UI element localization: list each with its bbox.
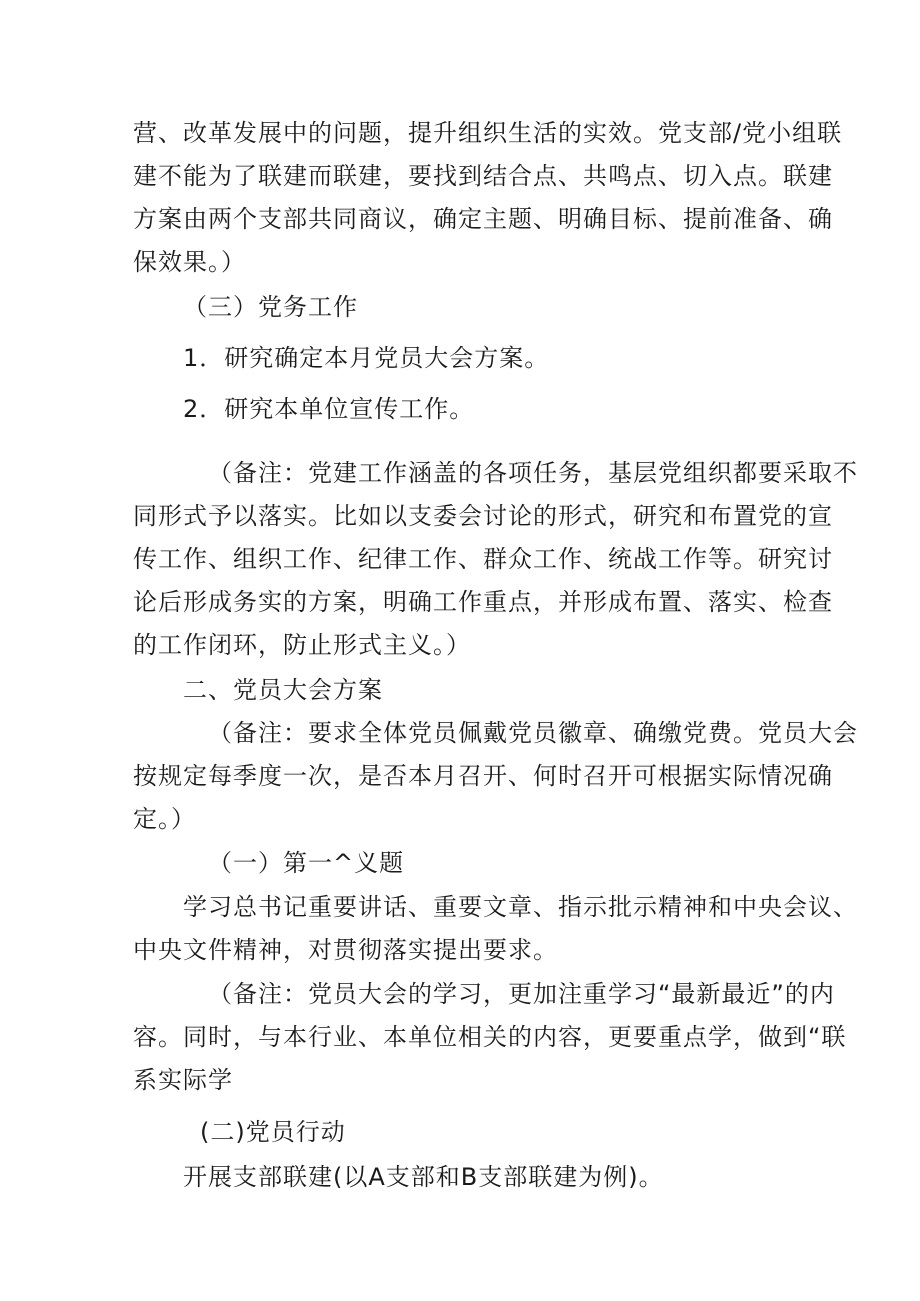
note-line: 按规定每季度一次，是否本月召开、何时召开可根据实际情况确 <box>133 762 833 790</box>
section-heading: （三）党务工作 <box>183 293 358 321</box>
note-line: 论后形成务实的方案，明确工作重点，并形成布置、落实、检查 <box>133 588 833 616</box>
list-item: 1．研究确定本月党员大会方案。 <box>183 344 550 372</box>
note-line: 定。） <box>133 805 196 833</box>
note-line: （备注：要求全体党员佩戴党员徽章、确缴党费。党员大会 <box>208 719 858 747</box>
paragraph-line: 营、改革发展中的问题，提升组织生活的实效。党支部/党小组联 <box>133 119 843 147</box>
paragraph-line: 开展支部联建(以A支部和B支部联建为例)。 <box>183 1163 664 1191</box>
paragraph-line: 建不能为了联建而联建，要找到结合点、共鸣点、切入点。联建 <box>133 162 833 190</box>
section-heading: （一）第一^义题 <box>208 849 405 877</box>
paragraph-line: 学习总书记重要讲话、重要文章、指示批示精神和中央会议、 <box>183 893 858 921</box>
note-line: （备注：党员大会的学习，更加注重学习“最新最近”的内 <box>208 980 835 1008</box>
paragraph-line: 中央文件精神，对贯彻落实提出要求。 <box>133 936 558 964</box>
note-line: （备注：党建工作涵盖的各项任务，基层党组织都要采取不 <box>208 459 858 487</box>
list-item: 2．研究本单位宣传工作。 <box>183 395 475 423</box>
note-line: 的工作闭环，防止形式主义。） <box>133 631 471 659</box>
note-line: 容。同时，与本行业、本单位相关的内容，更要重点学，做到“联 <box>133 1023 847 1051</box>
paragraph-line: 保效果。） <box>133 248 246 276</box>
note-line: 传工作、组织工作、纪律工作、群众工作、统战工作等。研究讨 <box>133 545 833 573</box>
note-line: 系实际学 <box>133 1066 233 1094</box>
section-heading: (二)党员行动 <box>200 1118 346 1146</box>
section-heading: 二、党员大会方案 <box>183 676 383 704</box>
paragraph-line: 方案由两个支部共同商议，确定主题、明确目标、提前准备、确 <box>133 205 833 233</box>
note-line: 同形式予以落实。比如以支委会讨论的形式，研究和布置党的宣 <box>133 502 833 530</box>
